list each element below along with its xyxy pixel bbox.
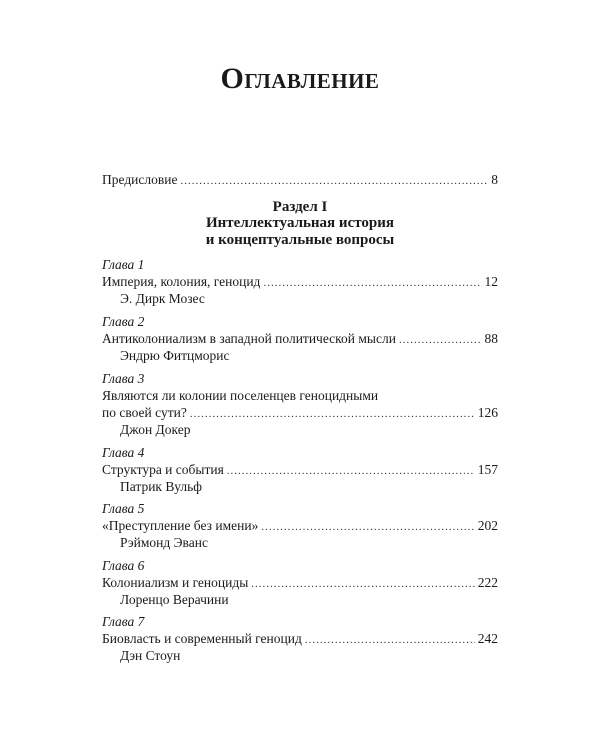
entry-page: 222 [477, 575, 498, 590]
chapter-author: Э. Дирк Мозес [120, 291, 205, 306]
chapter-label: Глава 5 [102, 501, 145, 516]
entry-title: Антиколониализм в западной политической мысли [102, 331, 396, 346]
entry-title: по своей сути? [102, 405, 187, 420]
chapter-label: Глава 6 [102, 558, 145, 573]
section-label: Раздел I [272, 199, 328, 215]
entry-page: 202 [477, 518, 498, 533]
chapter-label: Глава 7 [102, 614, 145, 629]
page-title: Оглавление [220, 62, 380, 95]
chapter-author: Патрик Вульф [120, 479, 202, 494]
chapter-author: Рэймонд Эванс [120, 535, 208, 550]
chapter-label: Глава 2 [102, 314, 145, 329]
entry-title: Биовласть и современный геноцид [102, 631, 302, 646]
chapter-label: Глава 4 [102, 445, 145, 460]
entry-page: 88 [484, 331, 498, 346]
entry-title: Предисловие [102, 172, 178, 187]
entry-title: Империя, колония, геноцид [102, 274, 261, 289]
leader-dots [180, 173, 488, 190]
leader-dots [305, 632, 475, 649]
chapter-author: Лоренцо Верачини [120, 592, 229, 607]
chapter-author: Эндрю Фитцморис [120, 348, 230, 363]
entry-title-line1[interactable]: Являются ли колонии поселенцев геноцидными [102, 388, 379, 403]
leader-dots [190, 406, 475, 423]
entry-page: 12 [484, 274, 498, 289]
entry-page: 126 [477, 405, 498, 420]
entry-title: «Преступление без имени» [102, 518, 259, 533]
leader-dots [261, 519, 474, 536]
leader-dots [263, 275, 481, 292]
entry-page: 8 [491, 172, 498, 187]
leader-dots [227, 463, 475, 480]
entry-title: Колониализм и геноциды [102, 575, 249, 590]
entry-page: 242 [477, 631, 498, 646]
section-title-line1: Интеллектуальная история [206, 215, 394, 231]
leader-dots [399, 332, 482, 349]
entry-page: 157 [477, 462, 498, 477]
leader-dots [251, 576, 474, 593]
chapter-label: Глава 1 [102, 257, 145, 272]
toc-entry-preface[interactable] [102, 171, 498, 190]
entry-title: Структура и события [102, 462, 224, 477]
section-title-line2: и концептуальные вопросы [205, 232, 395, 248]
chapter-author: Дэн Стоун [120, 648, 181, 663]
chapter-author: Джон Докер [120, 422, 191, 437]
chapter-label: Глава 3 [102, 371, 145, 386]
